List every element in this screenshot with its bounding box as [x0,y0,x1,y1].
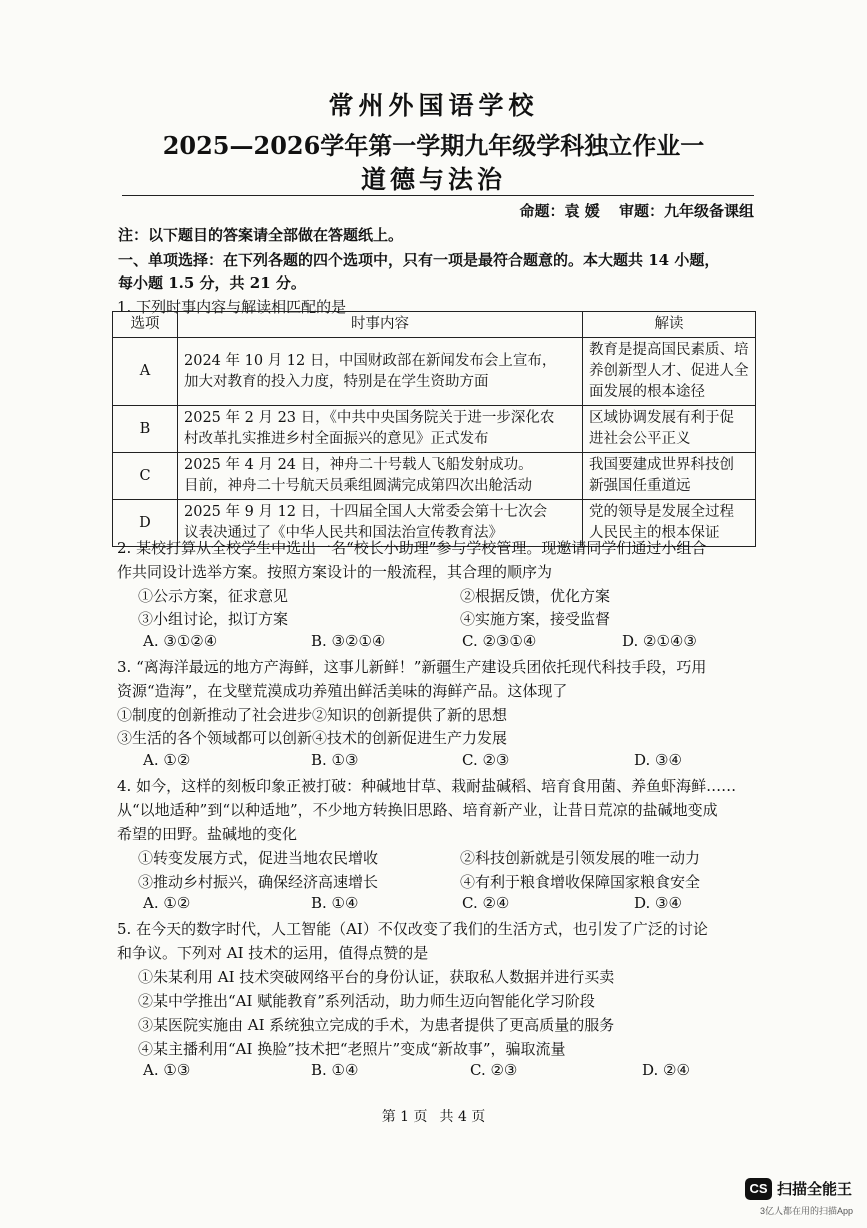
page-total: 共 4 页 [439,1109,486,1125]
camscanner-tagline: 3亿人都在用的扫描App [760,1206,854,1216]
q2-item-4: ④实施方案，接受监督 [460,610,611,628]
q3-items-2: ③生活的各个领域都可以创新④技术的创新促进生产力发展 [117,729,508,747]
q2-item-3: ③小组讨论，拟订方案 [138,610,289,628]
q5-choice-a[interactable]: A. ①③ [143,1061,191,1079]
row-content [178,406,583,453]
row-content [178,338,583,406]
content-line: 议表决通过了《中华人民共和国法治宣传教育法》 [184,525,503,541]
school-name: 常州外国语学校 [328,91,539,120]
subject-title: 道德与法治 [360,165,506,194]
exam-title: 2025—2026学年第一学期九年级学科独立作业一 [162,131,705,160]
table-row [113,453,756,500]
q4-choice-d[interactable]: D. ③④ [634,894,682,912]
reading-line: 新强国任重道远 [589,478,691,494]
q4-choice-b[interactable]: B. ①④ [311,894,359,912]
q4-stem-2: 从“以地适种”到“以种适地”，不少地方转换旧思路、培育新产业，让昔日荒凉的盐碱地变成 [117,801,718,819]
author-label: 命题： [519,202,565,220]
q3-items-1: ①制度的创新推动了社会进步②知识的创新提供了新的思想 [117,706,508,724]
reading-line: 人民民主的根本保证 [589,525,720,541]
q5-item-4: ④某主播利用“AI 换脸”技术把“老照片”变成“新故事”，骗取流量 [138,1040,566,1058]
q4-stem-1: 4. 如今，这样的刻板印象正被打破：种碱地甘草、栽耐盐碱稻、培育食用菌、养鱼虾海鲜…… [117,777,737,795]
q4-stem-3: 希望的田野。盐碱地的变化 [117,825,298,843]
content-line: 加大对教育的投入力度，特别是在学生资助方面 [184,373,489,390]
camscanner-logo-icon: CS [745,1178,772,1200]
q2-choice-c[interactable]: C. ②③①④ [462,632,537,650]
content-line: 2025 年 4 月 24 日，神舟二十号载人飞船发射成功。 [184,457,533,473]
author-name: 袁 媛 [564,202,600,220]
q4-item-4: ④有利于粮食增收保障国家粮食安全 [460,873,701,891]
q5-choice-d[interactable]: D. ②④ [642,1061,690,1079]
content-line: 2025 年 9 月 12 日，十四届全国人大常委会第十七次会 [184,504,548,520]
q3-choice-d[interactable]: D. ③④ [634,751,682,769]
q5-stem-2: 和争议。下列对 AI 技术的运用，值得点赞的是 [117,944,429,962]
q5-item-3: ③某医院实施由 AI 系统独立完成的手术，为患者提供了更高质量的服务 [138,1016,615,1034]
section1-instruction-2: 每小题 1.5 分，共 21 分。 [118,274,306,292]
author-line [513,200,754,221]
q4-item-3: ③推动乡村振兴，确保经济高速增长 [138,873,379,891]
content-line: 目前，神舟二十号航天员乘组圆满完成第四次出舱活动 [184,478,532,494]
q3-stem-1: 3. “离海洋最远的地方产海鲜，这事儿新鲜！”新疆生产建设兵团依托现代科技手段，巧用 [117,658,707,676]
q3-stem-2: 资源“造海”，在戈壁荒漠成功养殖出鲜活美味的海鲜产品。这体现了 [117,682,568,700]
q1-stem: 1. 下列时事内容与解读相匹配的是 [117,298,347,316]
page-number: 第 1 页 [381,1109,428,1125]
reviewer-label: 审题： [618,202,664,220]
q2-choice-d[interactable]: D. ②①④③ [622,632,697,650]
title-rule [122,195,754,196]
row-option: D [113,500,178,547]
row-content [178,453,583,500]
reading-line: 进社会公平正义 [589,431,691,447]
reading-line: 教育是提高国民素质、培 [589,342,749,358]
reading-line: 我国要建成世界科技创 [589,457,734,473]
reading-line: 养创新型人才、促进人全 [589,363,749,379]
q2-stem-2: 作共同设计选举方案。按照方案设计的一般流程，其合理的顺序为 [117,563,553,581]
row-reading [583,338,756,406]
q4-item-1: ①转变发展方式，促进当地农民增收 [138,849,379,867]
q5-choice-b[interactable]: B. ①④ [311,1061,359,1079]
q3-choice-a[interactable]: A. ①② [143,751,191,769]
content-line: 村改革扎实推进乡村全面振兴的意见》正式发布 [184,431,489,447]
row-reading [583,453,756,500]
q5-item-2: ②某中学推出“AI 赋能教育”系列活动，助力师生迈向智能化学习阶段 [138,992,595,1010]
header-option: 选项 [113,312,178,338]
table-row [113,338,756,406]
q5-choice-c[interactable]: C. ②③ [470,1061,518,1079]
q2-item-1: ①公示方案，征求意见 [138,587,289,605]
reading-line: 党的领导是发展全过程 [589,504,734,520]
page-footer [0,1106,867,1126]
q2-item-2: ②根据反馈，优化方案 [460,587,611,605]
section1-instruction-1: 一、单项选择：在下列各题的四个选项中，只有一项是最符合题意的。本大题共 14 小题， [118,251,720,269]
table-row [113,406,756,453]
camscanner-name: 扫描全能王 [777,1181,853,1198]
q2-choice-b[interactable]: B. ③②①④ [311,632,386,650]
q4-choice-a[interactable]: A. ①② [143,894,191,912]
reading-line: 面发展的根本途径 [589,384,705,400]
row-option: A [113,338,178,406]
row-option: C [113,453,178,500]
q5-item-1: ①朱某利用 AI 技术突破网络平台的身份认证，获取私人数据并进行买卖 [138,968,615,986]
row-reading [583,406,756,453]
reviewer-name: 九年级备课组 [663,202,754,220]
content-line: 2025 年 2 月 23 日，《中共中央国务院关于进一步深化农 [184,410,555,426]
q3-choice-c[interactable]: C. ②③ [462,751,510,769]
q1-table [112,311,756,547]
table-header-row [113,312,756,338]
content-line: 2024 年 10 月 12 日，中国财政部在新闻发布会上宣布， [184,352,557,369]
q2-stem-1: 2. 某校打算从全校学生中选出一名“校长小助理”参与学校管理。现邀请同学们通过小组合 [117,539,707,557]
header-reading: 解读 [583,312,756,338]
reading-line: 区域协调发展有利于促 [589,410,734,426]
q5-stem-1: 5. 在今天的数字时代，人工智能（AI）不仅改变了我们的生活方式，也引发了广泛的讨论 [117,920,708,938]
row-option: B [113,406,178,453]
notice: 注：以下题目的答案请全部做在答题纸上。 [118,226,404,244]
q2-choice-a[interactable]: A. ③①②④ [143,632,218,650]
q3-choice-b[interactable]: B. ①③ [311,751,359,769]
q4-choice-c[interactable]: C. ②④ [462,894,510,912]
q4-item-2: ②科技创新就是引领发展的唯一动力 [460,849,701,867]
header-content: 时事内容 [178,312,583,338]
